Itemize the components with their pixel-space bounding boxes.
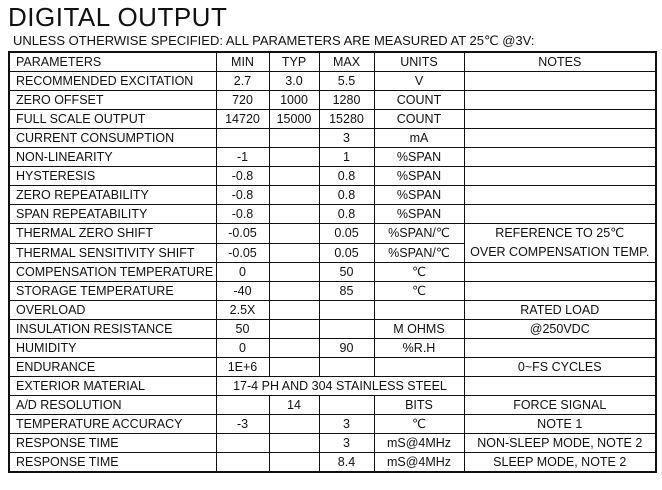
param-cell: RESPONSE TIME: [9, 453, 216, 473]
typ-cell: [269, 282, 319, 301]
param-cell: OVERLOAD: [9, 301, 216, 320]
typ-cell: [269, 358, 319, 377]
typ-cell: [269, 453, 319, 473]
units-cell: mS@4MHz: [374, 434, 464, 453]
param-cell: STORAGE TEMPERATURE: [9, 282, 216, 301]
param-cell: HYSTERESIS: [9, 167, 216, 186]
notes-cell: @250VDC: [464, 320, 656, 339]
typ-cell: 3.0: [269, 72, 319, 91]
typ-cell: [269, 263, 319, 282]
max-cell: 0.8: [319, 186, 374, 205]
table-row: [9, 358, 656, 377]
notes-cell: [464, 186, 656, 205]
header-typ: TYP: [269, 52, 319, 72]
param-cell: INSULATION RESISTANCE: [9, 320, 216, 339]
units-cell: [374, 301, 464, 320]
table-row: [9, 339, 656, 358]
min-cell: 720: [216, 91, 269, 110]
min-cell: -0.05: [216, 224, 269, 244]
units-cell: COUNT: [374, 91, 464, 110]
notes-cell: [464, 263, 656, 282]
typ-cell: [269, 301, 319, 320]
units-cell: %SPAN/℃: [374, 224, 464, 244]
max-cell: [319, 396, 374, 415]
min-cell: [216, 129, 269, 148]
max-cell: 1: [319, 148, 374, 167]
typ-cell: 15000: [269, 110, 319, 129]
typ-cell: [269, 434, 319, 453]
min-cell: 0: [216, 263, 269, 282]
notes-cell: NON-SLEEP MODE, NOTE 2: [464, 434, 656, 453]
max-cell: 0.05: [319, 224, 374, 244]
table-row: [9, 167, 656, 186]
max-cell: 90: [319, 339, 374, 358]
max-cell: 85: [319, 282, 374, 301]
max-cell: 8.4: [319, 453, 374, 473]
notes-cell: [464, 167, 656, 186]
units-cell: %SPAN: [374, 167, 464, 186]
typ-cell: [269, 167, 319, 186]
note-line: OVER COMPENSATION TEMP.: [470, 245, 650, 259]
max-cell: 3: [319, 415, 374, 434]
min-cell: 0: [216, 339, 269, 358]
header-parameters: PARAMETERS: [9, 52, 216, 72]
param-cell: THERMAL SENSITIVITY SHIFT: [9, 243, 216, 263]
param-cell: TEMPERATURE ACCURACY: [9, 415, 216, 434]
units-cell: V: [374, 72, 464, 91]
typ-cell: [269, 415, 319, 434]
param-cell: ENDURANCE: [9, 358, 216, 377]
notes-cell: [464, 148, 656, 167]
param-cell: THERMAL ZERO SHIFT: [9, 224, 216, 244]
typ-cell: [269, 205, 319, 224]
param-cell: ZERO OFFSET: [9, 91, 216, 110]
typ-cell: 14: [269, 396, 319, 415]
table-row: [9, 434, 656, 453]
notes-cell: [464, 110, 656, 129]
param-cell: A/D RESOLUTION: [9, 396, 216, 415]
typ-cell: [269, 224, 319, 244]
units-cell: %R.H: [374, 339, 464, 358]
note-line: REFERENCE TO 25℃: [495, 226, 625, 240]
units-cell: [374, 358, 464, 377]
max-cell: 50: [319, 263, 374, 282]
max-cell: 0.8: [319, 205, 374, 224]
min-cell: 14720: [216, 110, 269, 129]
table-row: [9, 320, 656, 339]
table-row: [9, 263, 656, 282]
param-cell: FULL SCALE OUTPUT: [9, 110, 216, 129]
param-cell: CURRENT CONSUMPTION: [9, 129, 216, 148]
min-cell: 2.7: [216, 72, 269, 91]
min-cell: [216, 396, 269, 415]
table-row: [9, 224, 656, 244]
units-cell: M OHMS: [374, 320, 464, 339]
min-cell: 50: [216, 320, 269, 339]
header-units: UNITS: [374, 52, 464, 72]
notes-cell: SLEEP MODE, NOTE 2: [464, 453, 656, 473]
notes-cell: [464, 72, 656, 91]
max-cell: 3: [319, 434, 374, 453]
table-row: [9, 396, 656, 415]
notes-cell: [464, 377, 656, 396]
table-row: [9, 129, 656, 148]
header-notes: NOTES: [464, 52, 656, 72]
header-row: [9, 52, 656, 72]
units-cell: ℃: [374, 415, 464, 434]
min-cell: [216, 434, 269, 453]
table-row: [9, 282, 656, 301]
max-cell: 3: [319, 129, 374, 148]
max-cell: 0.05: [319, 243, 374, 263]
min-cell: -40: [216, 282, 269, 301]
min-cell: -3: [216, 415, 269, 434]
typ-cell: [269, 129, 319, 148]
header-max: MAX: [319, 52, 374, 72]
page-title: DIGITAL OUTPUT: [8, 2, 228, 32]
units-cell: mS@4MHz: [374, 453, 464, 473]
max-cell: [319, 320, 374, 339]
table-row: [9, 453, 656, 473]
notes-cell: RATED LOAD: [464, 301, 656, 320]
min-cell: -0.8: [216, 167, 269, 186]
notes-cell-merged: [464, 224, 656, 263]
min-cell: -1: [216, 148, 269, 167]
typ-cell: [269, 339, 319, 358]
param-cell: ZERO REPEATABILITY: [9, 186, 216, 205]
typ-cell: 1000: [269, 91, 319, 110]
min-cell: 2.5X: [216, 301, 269, 320]
typ-cell: [269, 320, 319, 339]
max-cell: 5.5: [319, 72, 374, 91]
typ-cell: [269, 148, 319, 167]
units-cell: ℃: [374, 263, 464, 282]
min-cell: [216, 453, 269, 473]
units-cell: %SPAN/℃: [374, 243, 464, 263]
table-row: [9, 148, 656, 167]
notes-cell: FORCE SIGNAL: [464, 396, 656, 415]
param-cell: HUMIDITY: [9, 339, 216, 358]
table-row: [9, 186, 656, 205]
material-span-cell: 17-4 PH AND 304 STAINLESS STEEL: [216, 377, 464, 396]
units-cell: mA: [374, 129, 464, 148]
notes-cell: 0~FS CYCLES: [464, 358, 656, 377]
units-cell: ℃: [374, 282, 464, 301]
table-row: [9, 205, 656, 224]
spec-table: [8, 51, 657, 473]
min-cell: -0.8: [216, 205, 269, 224]
units-cell: BITS: [374, 396, 464, 415]
units-cell: %SPAN: [374, 186, 464, 205]
notes-cell: [464, 282, 656, 301]
table-row: [9, 91, 656, 110]
table-row: [9, 72, 656, 91]
max-cell: 15280: [319, 110, 374, 129]
max-cell: 0.8: [319, 167, 374, 186]
page-subtitle: UNLESS OTHERWISE SPECIFIED: ALL PARAMETERS ARE MEASURED AT 25℃ @3V:: [13, 33, 535, 48]
table-row: [9, 377, 656, 396]
units-cell: %SPAN: [374, 148, 464, 167]
notes-cell: [464, 129, 656, 148]
min-cell: 1E+6: [216, 358, 269, 377]
table-row: [9, 301, 656, 320]
max-cell: [319, 358, 374, 377]
min-cell: -0.05: [216, 243, 269, 263]
param-cell: SPAN REPEATABILITY: [9, 205, 216, 224]
max-cell: [319, 301, 374, 320]
notes-cell: [464, 205, 656, 224]
param-cell: COMPENSATION TEMPERATURE: [9, 263, 216, 282]
typ-cell: [269, 243, 319, 263]
table-row: [9, 415, 656, 434]
header-min: MIN: [216, 52, 269, 72]
param-cell: EXTERIOR MATERIAL: [9, 377, 216, 396]
notes-cell: [464, 339, 656, 358]
param-cell: NON-LINEARITY: [9, 148, 216, 167]
notes-cell: [464, 91, 656, 110]
notes-cell: NOTE 1: [464, 415, 656, 434]
table-row: [9, 110, 656, 129]
units-cell: %SPAN: [374, 205, 464, 224]
max-cell: 1280: [319, 91, 374, 110]
units-cell: COUNT: [374, 110, 464, 129]
param-cell: RESPONSE TIME: [9, 434, 216, 453]
typ-cell: [269, 186, 319, 205]
min-cell: -0.8: [216, 186, 269, 205]
param-cell: RECOMMENDED EXCITATION: [9, 72, 216, 91]
